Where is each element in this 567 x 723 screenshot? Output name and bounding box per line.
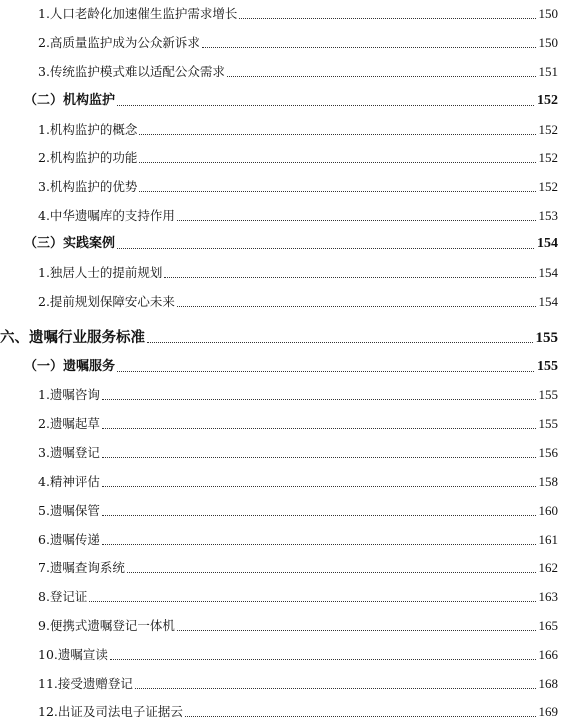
toc-entry-page: 161 (538, 532, 558, 547)
toc-entry-page: 162 (538, 560, 558, 575)
toc-entry-title: 2.机构监护的功能 (38, 150, 138, 165)
toc-entry-page: 152 (538, 122, 558, 137)
toc-entry-title: 2.提前规划保障安心未来 (38, 294, 175, 309)
toc-entry-title: （二）机构监护 (24, 93, 116, 108)
toc-entry-page: 168 (538, 676, 558, 691)
toc-entry-page: 155 (535, 330, 558, 346)
dot-leader (102, 427, 536, 429)
toc-entry[interactable] (38, 4, 558, 24)
toc-entry-title: 6.遗嘱传递 (38, 532, 100, 547)
toc-entry[interactable] (38, 616, 558, 636)
toc-entry[interactable] (38, 148, 558, 168)
toc-entry-page: 156 (538, 445, 558, 460)
toc-entry-page: 160 (538, 503, 558, 518)
toc-entry-page: 155 (538, 416, 558, 431)
toc-entry-title: 2.遗嘱起草 (38, 416, 100, 431)
toc-entry-title: 1.人口老龄化加速催生监护需求增长 (38, 6, 238, 21)
dot-leader (227, 75, 536, 77)
toc-entry[interactable] (38, 263, 558, 283)
toc-entry[interactable] (38, 501, 558, 521)
dot-leader (139, 133, 535, 135)
dot-leader (177, 629, 536, 631)
toc-entry-page: 158 (538, 474, 558, 489)
dot-leader (147, 341, 533, 343)
toc-entry-page: 153 (538, 208, 558, 223)
toc-entry[interactable] (38, 702, 558, 722)
toc-entry[interactable] (38, 206, 558, 226)
toc-entry-page: 166 (538, 647, 558, 662)
toc-entry-title: 4.中华遗嘱库的支持作用 (38, 208, 175, 223)
toc-entry[interactable] (38, 292, 558, 312)
toc-entry[interactable] (38, 62, 558, 82)
toc-entry-page: 150 (538, 6, 558, 21)
toc-entry[interactable] (38, 558, 558, 578)
toc-entry-page: 151 (538, 64, 558, 79)
dot-leader (139, 190, 535, 192)
toc-entry-title: 8.登记证 (38, 589, 88, 604)
toc-entry[interactable] (38, 33, 558, 53)
toc-entry-page: 155 (538, 387, 558, 402)
dot-leader (117, 370, 534, 372)
toc-chapter-entry[interactable] (0, 328, 558, 348)
toc-entry[interactable] (38, 177, 558, 197)
dot-leader (185, 715, 536, 717)
toc-entry-title: 12.出证及司法电子证据云 (38, 704, 183, 719)
toc-entry-title: 11.接受遗赠登记 (38, 676, 133, 691)
dot-leader (117, 104, 534, 106)
toc-entry-page: 152 (538, 179, 558, 194)
toc-entry-title: 3.遗嘱登记 (38, 445, 100, 460)
toc-entry[interactable] (38, 414, 558, 434)
toc-entry[interactable] (38, 443, 558, 463)
toc-entry-page: 165 (538, 618, 558, 633)
toc-entry-title: 1.独居人士的提前规划 (38, 265, 163, 280)
dot-leader (89, 600, 535, 602)
toc-entry-page: 155 (537, 359, 558, 374)
dot-leader (110, 658, 536, 660)
dot-leader (202, 46, 536, 48)
toc-entry-title: 3.传统监护模式难以适配公众需求 (38, 64, 225, 79)
toc-entry[interactable] (38, 587, 558, 607)
dot-leader (139, 161, 535, 163)
dot-leader (102, 398, 536, 400)
toc-entry-page: 154 (538, 265, 558, 280)
toc-entry[interactable] (38, 645, 558, 665)
toc-entry-title: 1.机构监护的概念 (38, 122, 138, 137)
dot-leader (177, 219, 536, 221)
toc-entry-page: 152 (538, 150, 558, 165)
toc-entry-title: （三）实践案例 (24, 236, 116, 251)
toc-section-entry[interactable] (24, 234, 558, 254)
toc-entry-title: 3.机构监护的优势 (38, 179, 138, 194)
dot-leader (177, 305, 536, 307)
toc-entry-title: 六、遗嘱行业服务标准 (0, 329, 145, 346)
toc-entry-page: 154 (537, 236, 558, 251)
toc-entry-title: 1.遗嘱咨询 (38, 387, 100, 402)
toc-entry[interactable] (38, 674, 558, 694)
toc-entry[interactable] (38, 530, 558, 550)
toc-entry-title: 10.遗嘱宣读 (38, 647, 108, 662)
toc-section-entry[interactable] (24, 91, 558, 111)
dot-leader (135, 687, 536, 689)
dot-leader (102, 514, 536, 516)
toc-entry-title: 7.遗嘱查询系统 (38, 560, 125, 575)
toc-entry-title: 9.便携式遗嘱登记一体机 (38, 618, 175, 633)
toc-entry-page: 163 (538, 589, 558, 604)
toc-entry-page: 152 (537, 93, 558, 108)
dot-leader (102, 456, 536, 458)
toc-entry-page: 169 (538, 704, 558, 719)
dot-leader (102, 543, 536, 545)
toc-entry[interactable] (38, 120, 558, 140)
toc-entry-title: 4.精神评估 (38, 474, 100, 489)
toc-entry[interactable] (38, 472, 558, 492)
toc-entry-page: 154 (538, 294, 558, 309)
toc-entry-title: 5.遗嘱保管 (38, 503, 100, 518)
dot-leader (127, 571, 536, 573)
toc-entry-page: 150 (538, 35, 558, 50)
toc-entry-title: 2.高质量监护成为公众新诉求 (38, 35, 200, 50)
dot-leader (102, 485, 536, 487)
toc-section-entry[interactable] (24, 357, 558, 377)
dot-leader (239, 17, 535, 19)
dot-leader (164, 276, 535, 278)
toc-entry[interactable] (38, 385, 558, 405)
dot-leader (117, 247, 534, 249)
toc-entry-title: （一）遗嘱服务 (24, 359, 116, 374)
